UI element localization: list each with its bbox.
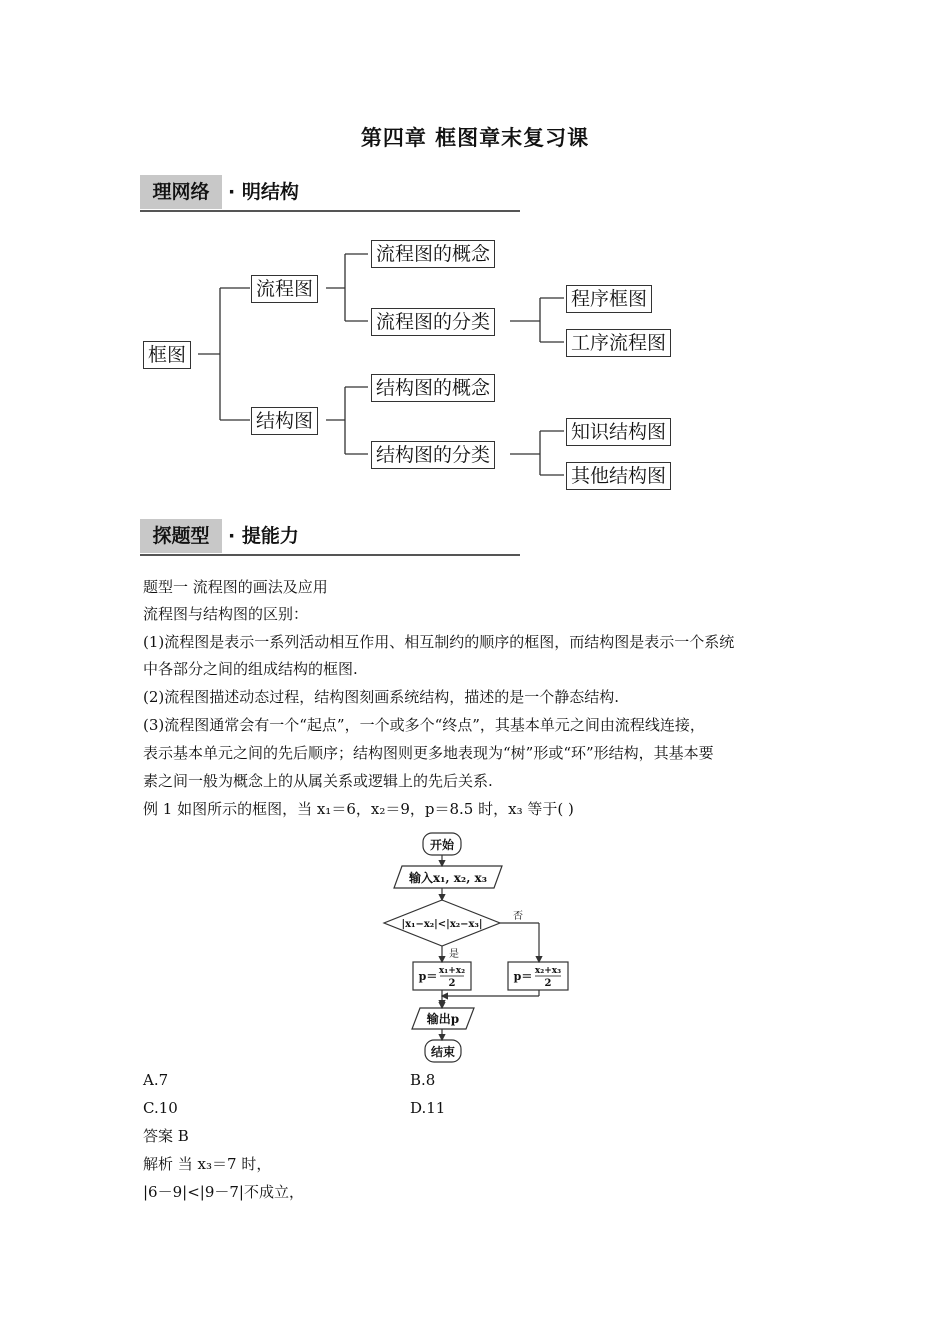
option-b: B.8 bbox=[410, 1071, 436, 1089]
flow-left-numerator: x₁+x₂ bbox=[438, 966, 466, 976]
flow-right-lhs: p＝ bbox=[513, 970, 533, 983]
tree-leaf-other-structure: 其他结构图 bbox=[566, 462, 671, 490]
analysis-line-2: |6－9|<|9－7|不成立， bbox=[143, 1183, 304, 1201]
option-a: A.7 bbox=[143, 1071, 169, 1089]
flow-right-denominator: 2 bbox=[544, 978, 552, 989]
section-tag: 理网络 bbox=[140, 175, 222, 209]
tree-node-flowchart-types: 流程图的分类 bbox=[371, 308, 495, 336]
flow-yes-label: 是 bbox=[449, 949, 459, 960]
section-header-ability bbox=[140, 519, 520, 555]
section-rule bbox=[140, 554, 520, 556]
tree-node-structure-types: 结构图的分类 bbox=[371, 441, 495, 469]
flowchart-diagram bbox=[370, 828, 590, 1068]
answer-line: 答案 B bbox=[143, 1127, 189, 1145]
option-d: D.11 bbox=[410, 1099, 446, 1117]
paragraph-1b: 中各部分之间的组成结构的框图. bbox=[143, 660, 358, 678]
example-question: 例 1 如图所示的框图，当 x₁＝6，x₂＝9，p＝8.5 时，x₃ 等于( ) bbox=[143, 800, 574, 818]
tree-root: 框图 bbox=[143, 341, 191, 369]
analysis-line-1: 解析 当 x₃＝7 时， bbox=[143, 1155, 272, 1173]
paragraph-3b: 表示基本单元之间的先后顺序；结构图则更多地表现为“树”形或“环”形结构，其基本要 bbox=[143, 744, 714, 762]
intro-text: 流程图与结构图的区别： bbox=[143, 605, 309, 623]
tree-node-flowchart-concept: 流程图的概念 bbox=[371, 240, 495, 268]
flow-input-label: 输入x₁, x₂, x₃ bbox=[409, 871, 487, 885]
flow-end-label: 结束 bbox=[430, 1045, 456, 1059]
tree-branch-flowchart: 流程图 bbox=[251, 275, 318, 303]
tree-leaf-process-flowchart: 工序流程图 bbox=[566, 329, 671, 357]
section-subtitle: · 明结构 bbox=[228, 181, 299, 203]
section-header-structure bbox=[140, 175, 520, 211]
paragraph-1a: (1)流程图是表示一系列活动相互作用、相互制约的顺序的框图，而结构图是表示一个系统 bbox=[143, 633, 735, 651]
flow-start-label: 开始 bbox=[429, 838, 455, 852]
paragraph-3c: 素之间一般为概念上的从属关系或逻辑上的先后关系. bbox=[143, 772, 493, 790]
flow-left-denominator: 2 bbox=[448, 978, 456, 989]
tree-branch-structure: 结构图 bbox=[251, 407, 318, 435]
paragraph-3a: (3)流程图通常会有一个“起点”，一个或多个“终点”，其基本单元之间由流程线连接， bbox=[143, 716, 705, 734]
tree-leaf-program-flowchart: 程序框图 bbox=[566, 285, 652, 313]
flow-no-label: 否 bbox=[513, 911, 523, 922]
flow-right-numerator: x₂+x₃ bbox=[534, 966, 562, 976]
flow-output-label: 输出p bbox=[426, 1012, 460, 1026]
tree-leaf-knowledge-structure: 知识结构图 bbox=[566, 418, 671, 446]
flow-left-lhs: p＝ bbox=[418, 970, 438, 983]
tree-node-structure-concept: 结构图的概念 bbox=[371, 374, 495, 402]
flow-condition-label: |x₁−x₂|<|x₂−x₃| bbox=[401, 919, 483, 930]
paragraph-2: (2)流程图描述动态过程，结构图刻画系统结构，描述的是一个静态结构. bbox=[143, 688, 620, 706]
section-rule bbox=[140, 210, 520, 212]
page-title: 第四章 框图章末复习课 bbox=[360, 126, 590, 150]
section-subtitle: · 提能力 bbox=[228, 525, 299, 547]
option-c: C.10 bbox=[143, 1099, 178, 1117]
section-tag: 探题型 bbox=[140, 519, 222, 553]
topic-heading: 题型一 流程图的画法及应用 bbox=[143, 578, 328, 596]
